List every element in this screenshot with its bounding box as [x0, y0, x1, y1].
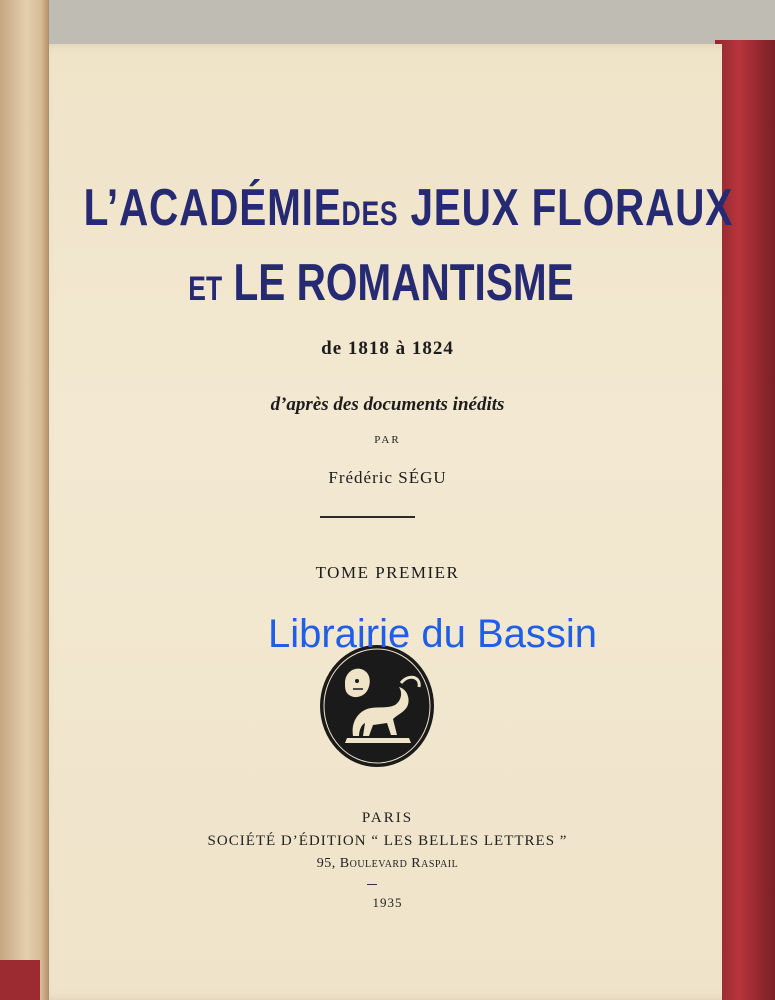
year-dash — [367, 884, 377, 885]
left-page-edge — [0, 0, 49, 1000]
publisher-name: SOCIÉTÉ D’ÉDITION “ LES BELLES LETTRES ” — [207, 833, 568, 849]
by-label: PAR — [374, 434, 401, 446]
publisher-address: 95, Boulevard Raspail — [316, 856, 459, 871]
date-range: de 1818 à 1824 — [321, 338, 454, 359]
divider-rule — [320, 516, 415, 518]
title-word-jeux-floraux: JEUX FLORAUX — [410, 179, 734, 237]
publication-year: 1935 — [372, 895, 403, 910]
lion-emblem-icon — [317, 643, 437, 769]
title-word-academie: L’ACADÉMIE — [83, 179, 342, 237]
title-line-2 — [79, 253, 684, 313]
title-line-1 — [83, 178, 734, 238]
title-word-et: ET — [188, 270, 223, 308]
volume-label: TOME PREMIER — [315, 563, 460, 582]
subtitle: d’après des documents inédits — [270, 394, 505, 415]
left-cover-corner — [0, 960, 40, 1000]
title-word-romantisme: LE ROMANTISME — [233, 254, 574, 312]
publisher-city: PARIS — [361, 810, 414, 826]
title-word-des: DES — [341, 195, 399, 233]
watermark-text: Librairie du Bassin — [267, 612, 598, 656]
author-name: Frédéric SÉGU — [328, 468, 447, 487]
